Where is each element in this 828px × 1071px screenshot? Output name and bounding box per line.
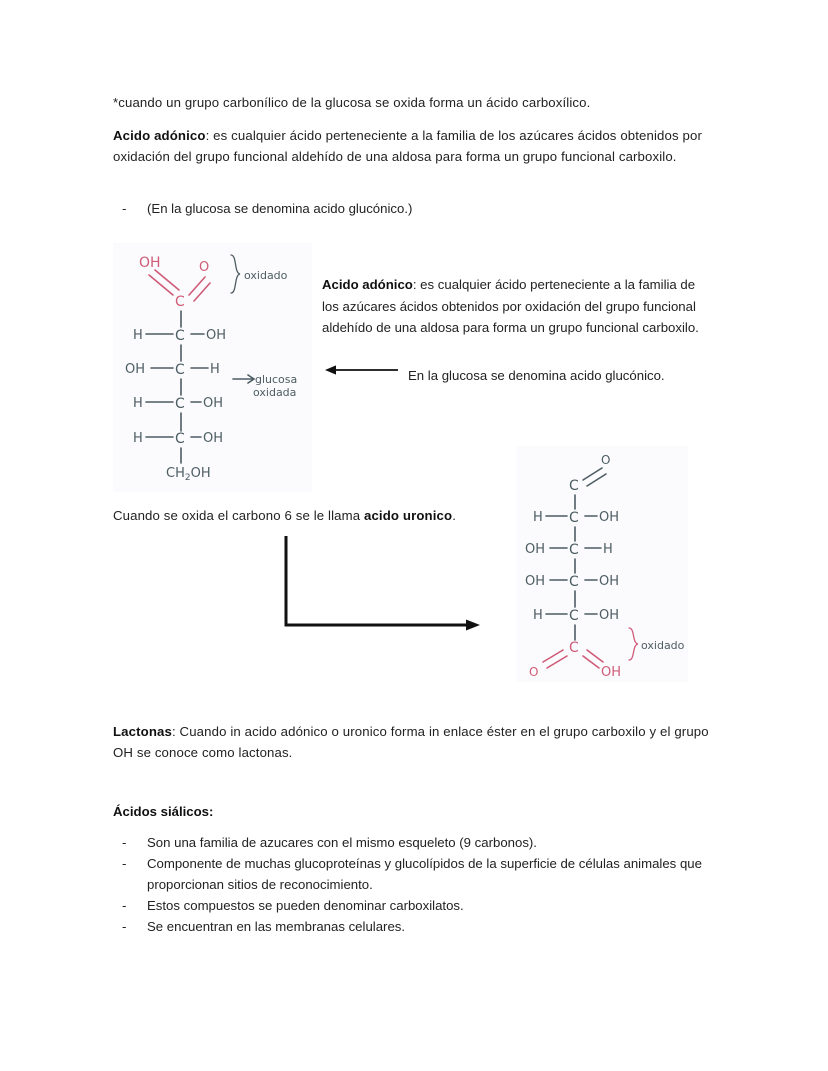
atom-label-r5-left: H — [133, 431, 143, 446]
atom-label-bottom-o: O — [529, 665, 539, 679]
figure-caption-oxidado: oxidado — [244, 269, 288, 282]
atom-label-top-oh: OH — [139, 255, 161, 271]
figure-caption-glucosa: glucosa — [255, 373, 298, 386]
atom-label-c6: $CH_2OH$ — [166, 466, 211, 483]
atom-label-c4: C — [175, 396, 185, 412]
atom-label-c6: C — [569, 640, 579, 656]
lactonas-paragraph — [113, 721, 721, 763]
atom-label-top-o: O — [601, 453, 611, 467]
sialicos-heading: Ácidos siálicos: — [113, 804, 214, 819]
atom-label-r2-left: H — [533, 510, 543, 525]
uronico-suffix: . — [452, 508, 456, 523]
list-item — [113, 916, 723, 937]
arrow-note-text: En la glucosa se denomina acido glucónico. — [408, 368, 665, 383]
list-item-label: Son una familia de azucares con el mismo esqueleto (9 carbonos). — [147, 835, 537, 850]
list-item-label: Estos compuestos se pueden denominar carboxilatos. — [147, 898, 464, 913]
atom-label-c4: C — [569, 574, 579, 590]
sialicos-bullet-list — [113, 832, 723, 937]
atom-label-c5: C — [569, 608, 579, 624]
atom-label-c1: C — [175, 294, 185, 310]
uronico-term: acido uronico — [364, 508, 453, 523]
side-note-body: : es cualquier ácido perteneciente a la familia de los azúcares ácidos obtenidos por oxidación del grupo funcional aldehído de una aldosa para forma un grupo funcional carboxilo. — [322, 277, 699, 335]
list-item — [113, 198, 713, 219]
list-item-label: Se encuentran en las membranas celulares. — [147, 919, 406, 934]
figure-uronic-acid — [517, 446, 688, 682]
atom-label-c3: C — [175, 362, 185, 378]
dash-marker: - — [122, 898, 127, 913]
atom-label-r2-left: H — [133, 328, 143, 343]
dash-marker: - — [122, 919, 127, 934]
uronico-prefix: Cuando se oxida el carbono 6 se le llama — [113, 508, 364, 523]
list-item-label: (En la glucosa se denomina acido glucónico.) — [147, 201, 413, 216]
adonico-body: : es cualquier ácido perteneciente a la familia de los azúcares ácidos obtenidos por oxidación del grupo funcional aldehído de una aldosa para forma un grupo funcional carboxilo. — [113, 128, 702, 164]
atom-label-bottom-oh: OH — [601, 665, 622, 680]
intro-note: *cuando un grupo carbonílico de la glucosa se oxida forma un ácido carboxílico. — [113, 95, 591, 110]
lactonas-body: : Cuando in acido adónico o uronico forma in enlace éster en el grupo carboxilo y el grupo OH se conoce como lactonas. — [113, 724, 709, 760]
elbow-arrow-icon — [278, 532, 488, 634]
atom-label-r5-left: H — [533, 608, 543, 623]
adonico-term: Acido adónico — [113, 128, 206, 143]
atom-label-r4-left: H — [133, 396, 143, 411]
atom-label-r3-left: OH — [125, 362, 146, 377]
list-item — [113, 895, 723, 916]
atom-label-r2-right: OH — [206, 328, 227, 343]
side-note-term: Acido adónico — [322, 277, 413, 292]
list-item — [113, 853, 723, 895]
lactonas-term: Lactonas — [113, 724, 172, 739]
figure-caption-oxidado: oxidado — [641, 639, 685, 652]
dash-marker: - — [122, 856, 127, 871]
atom-label-c2: C — [569, 510, 579, 526]
atom-label-r3-right: H — [210, 362, 220, 377]
gluconico-bullet-list — [113, 198, 713, 219]
atom-label-r3-left: OH — [525, 542, 546, 557]
atom-label-r4-right: OH — [599, 574, 620, 589]
atom-label-r3-right: H — [603, 542, 613, 557]
atom-label-r5-right: OH — [203, 431, 224, 446]
atom-label-c1: C — [569, 478, 579, 494]
side-note-paragraph — [322, 274, 714, 339]
arrow-left-icon — [322, 362, 402, 378]
atom-label-c3: C — [569, 542, 579, 558]
atom-label-top-o: O — [199, 260, 210, 275]
dash-marker: - — [122, 201, 127, 216]
list-item-label: Componente de muchas glucoproteínas y glucolípidos de la superficie de células animales que proporcionan sitios de reconocimiento. — [147, 856, 702, 892]
atom-label-c5: C — [175, 431, 185, 447]
atom-label-r4-left: OH — [525, 574, 546, 589]
atom-label-r5-right: OH — [599, 608, 620, 623]
atom-label-c2: C — [175, 328, 185, 344]
dash-marker: - — [122, 835, 127, 850]
figure-aldonic-acid — [113, 243, 312, 492]
adonico-paragraph — [113, 125, 713, 167]
figure-caption-oxidada: oxidada — [253, 386, 297, 399]
atom-label-r4-right: OH — [203, 396, 224, 411]
list-item — [113, 832, 723, 853]
atom-label-r2-right: OH — [599, 510, 620, 525]
